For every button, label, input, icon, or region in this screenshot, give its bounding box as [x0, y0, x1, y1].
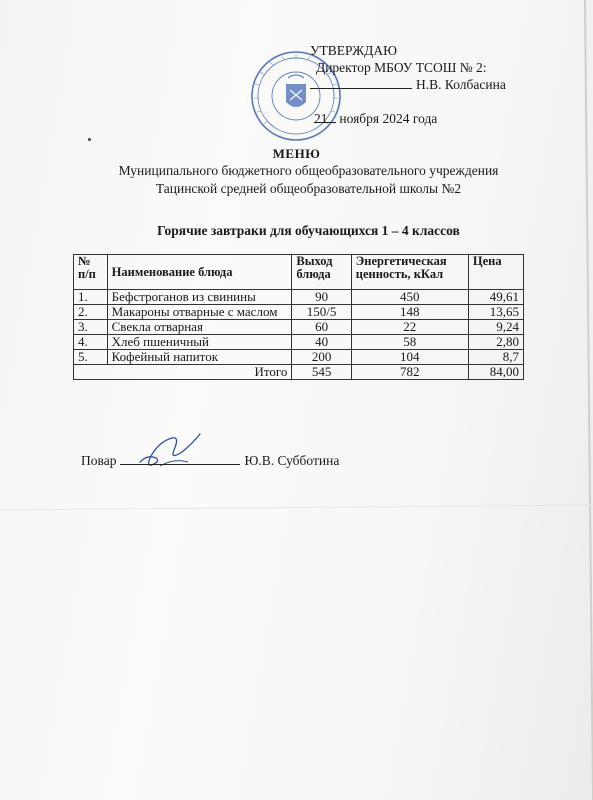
approval-date-rest: ноября 2024 года — [339, 111, 438, 126]
header-name: Наименование блюда — [107, 255, 292, 290]
cook-name: Ю.В. Субботина — [244, 453, 340, 468]
row-price: 9,24 — [468, 320, 523, 335]
organization-line-1: Муниципального бюджетного общеобразовательного учреждения — [118, 163, 499, 178]
table-row — [74, 335, 524, 350]
cook-signature-line — [120, 452, 240, 465]
row-energy: 58 — [351, 335, 468, 350]
total-output: 545 — [292, 365, 351, 380]
row-num: 3. — [74, 320, 108, 335]
row-price: 8,7 — [468, 350, 523, 365]
row-num: 2. — [74, 305, 108, 320]
row-num: 5. — [74, 350, 108, 365]
row-price: 49,61 — [468, 290, 523, 305]
approval-date-day: 21 — [314, 110, 336, 123]
row-name: Кофейный напиток — [107, 350, 292, 365]
total-label: Итого — [74, 365, 292, 380]
row-name: Хлеб пшеничный — [107, 335, 292, 350]
approval-signatory: Н.В. Колбасина — [416, 77, 506, 92]
document-title: МЕНЮ — [272, 146, 321, 161]
table-header-row — [74, 255, 524, 290]
approval-date — [314, 110, 437, 127]
row-name: Свекла отварная — [107, 320, 292, 335]
approval-heading: УТВЕРЖДАЮ — [310, 43, 398, 58]
header-num: № п/п — [74, 255, 108, 290]
row-output: 90 — [292, 290, 351, 305]
menu-subtitle: Горячие завтраки для обучающихся 1 – 4 классов — [157, 223, 460, 238]
row-num: 4. — [74, 335, 108, 350]
organization-line-2: Тацинской средней общеобразовательной школы №2 — [155, 181, 462, 196]
table-row — [74, 290, 524, 305]
cook-role: Повар — [81, 453, 117, 468]
row-name: Макароны отварные с маслом — [107, 305, 292, 320]
row-energy: 148 — [351, 305, 468, 320]
total-price: 84,00 — [468, 365, 523, 380]
approval-signature-line — [310, 76, 412, 89]
cook-signature-block — [81, 452, 339, 469]
row-output: 60 — [292, 320, 351, 335]
header-price: Цена — [468, 255, 523, 290]
approval-signatory-line — [310, 76, 506, 93]
table-row — [74, 350, 524, 365]
table-row — [74, 320, 524, 335]
header-energy: Энергетическая ценность, кКал — [351, 255, 468, 290]
row-price: 13,65 — [468, 305, 523, 320]
total-energy: 782 — [351, 365, 468, 380]
row-price: 2,80 — [468, 335, 523, 350]
approval-position: Директор МБОУ ТСОШ № 2: — [316, 60, 487, 75]
row-name: Бефстроганов из свинины — [107, 290, 292, 305]
row-energy: 22 — [351, 320, 468, 335]
table-total-row — [74, 365, 524, 380]
ink-speck — [88, 138, 91, 141]
row-energy: 104 — [351, 350, 468, 365]
row-num: 1. — [74, 290, 108, 305]
header-output: Выход блюда — [292, 255, 351, 290]
table-row — [74, 305, 524, 320]
row-output: 150/5 — [292, 305, 351, 320]
row-output: 200 — [292, 350, 351, 365]
row-output: 40 — [292, 335, 351, 350]
menu-table — [73, 254, 524, 380]
row-energy: 450 — [351, 290, 468, 305]
